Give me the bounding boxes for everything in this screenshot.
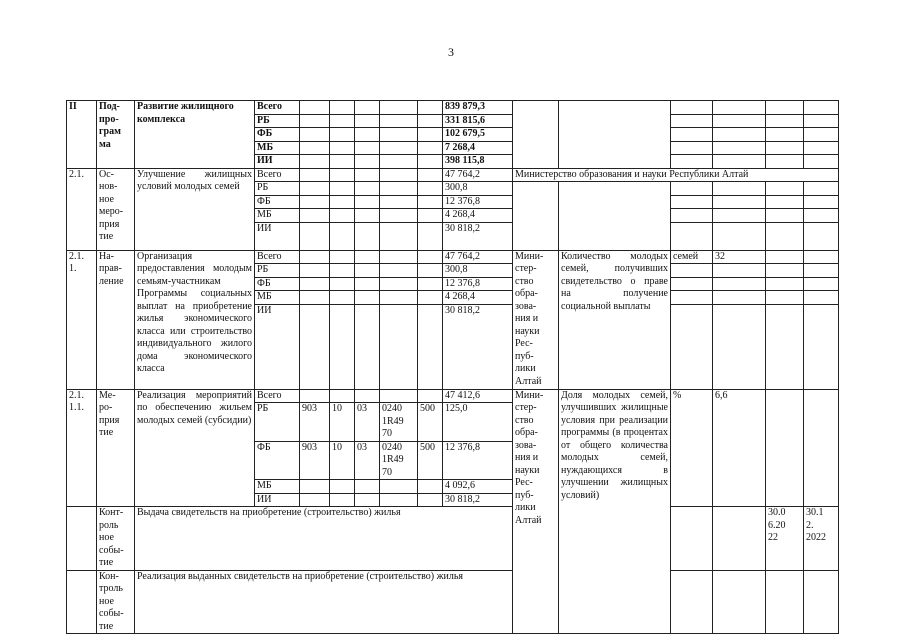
vr-code: 500 bbox=[418, 403, 443, 442]
source-label: Всего bbox=[255, 250, 300, 264]
table-row bbox=[67, 250, 839, 264]
table-row bbox=[67, 570, 839, 634]
amount: 102 679,5 bbox=[443, 128, 513, 142]
source-label: ИИ bbox=[255, 304, 300, 389]
amount: 125,0 bbox=[443, 403, 513, 442]
unit: семей bbox=[671, 250, 713, 264]
amount: 47 764,2 bbox=[443, 250, 513, 264]
amount: 4 092,6 bbox=[443, 480, 513, 494]
table-row bbox=[67, 389, 839, 403]
source-label: Всего bbox=[255, 389, 300, 403]
indicator-value: 32 bbox=[713, 250, 766, 264]
row-number: II bbox=[67, 101, 97, 169]
csr-code: 0240 1R49 70 bbox=[380, 441, 418, 480]
amount: 12 376,8 bbox=[443, 441, 513, 480]
amount: 300,8 bbox=[443, 264, 513, 278]
row-type: Под- про- грам ма bbox=[97, 101, 135, 169]
event-type: Конт- роль ное собы- тие bbox=[97, 507, 135, 571]
source-label: ФБ bbox=[255, 195, 300, 209]
event-title: Выдача свидетельств на приобретение (строительство) жилья bbox=[135, 507, 513, 571]
source-label: ФБ bbox=[255, 277, 300, 291]
source-label: ИИ bbox=[255, 493, 300, 507]
rz-code: 10 bbox=[330, 441, 355, 480]
amount: 47 412,6 bbox=[443, 389, 513, 403]
event-type: Кон- троль ное собы- тие bbox=[97, 570, 135, 634]
source-label: ФБ bbox=[255, 441, 300, 480]
table-row bbox=[67, 101, 839, 115]
amount: 7 268,4 bbox=[443, 141, 513, 155]
row-number: 2.1. 1.1. bbox=[67, 389, 97, 507]
event-title: Реализация выданных свидетельств на приобретение (строительство) жилья bbox=[135, 570, 513, 634]
source-label: МБ bbox=[255, 209, 300, 223]
amount: 398 115,8 bbox=[443, 155, 513, 169]
pr-code: 03 bbox=[355, 403, 380, 442]
row-title: Улучшение жилищных условий молодых семей bbox=[135, 168, 255, 250]
amount: 300,8 bbox=[443, 182, 513, 196]
executor: Мини- стер- ство обра- зова- ния и науки Рес- пуб- лики Алтай bbox=[513, 389, 559, 634]
table-row bbox=[67, 168, 839, 182]
source-label: Всего bbox=[255, 101, 300, 115]
source-label: РБ bbox=[255, 114, 300, 128]
vr-code: 500 bbox=[418, 441, 443, 480]
row-type: Ме- ро- прия тие bbox=[97, 389, 135, 507]
amount: 30 818,2 bbox=[443, 493, 513, 507]
source-label: РБ bbox=[255, 264, 300, 278]
rz-code: 10 bbox=[330, 403, 355, 442]
indicator: Количество молодых семей, получивших свидетельство о праве на получение социальной выплаты bbox=[559, 250, 671, 389]
row-title: Развитие жилищного комплекса bbox=[135, 101, 255, 169]
pr-code: 03 bbox=[355, 441, 380, 480]
amount: 4 268,4 bbox=[443, 291, 513, 305]
source-label: РБ bbox=[255, 403, 300, 442]
grbs-code: 903 bbox=[300, 403, 330, 442]
amount: 331 815,6 bbox=[443, 114, 513, 128]
row-type: Ос- нов- ное меро- прия тие bbox=[97, 168, 135, 250]
source-label: ФБ bbox=[255, 128, 300, 142]
source-label: МБ bbox=[255, 291, 300, 305]
source-label: ИИ bbox=[255, 155, 300, 169]
table-row bbox=[67, 507, 839, 571]
amount: 30 818,2 bbox=[443, 304, 513, 389]
source-label: ИИ bbox=[255, 222, 300, 250]
program-table bbox=[66, 100, 839, 634]
amount: 47 764,2 bbox=[443, 168, 513, 182]
row-title: Реализация мероприятий по обеспечению жильем молодых семей (субсидии) bbox=[135, 389, 255, 507]
executor: Министерство образования и науки Республики Алтай bbox=[513, 168, 839, 182]
row-type: На- прав- ление bbox=[97, 250, 135, 389]
unit: % bbox=[671, 389, 713, 507]
row-number: 2.1. bbox=[67, 168, 97, 250]
csr-code: 0240 1R49 70 bbox=[380, 403, 418, 442]
page-number: 3 bbox=[448, 45, 454, 59]
source-label: РБ bbox=[255, 182, 300, 196]
event-date-start: 30.0 6.20 22 bbox=[766, 507, 804, 571]
source-label: Всего bbox=[255, 168, 300, 182]
grbs-code: 903 bbox=[300, 441, 330, 480]
executor: Мини- стер- ство обра- зова- ния и науки Рес- пуб- лики Алтай bbox=[513, 250, 559, 389]
amount: 12 376,8 bbox=[443, 277, 513, 291]
event-date-end: 30.1 2. 2022 bbox=[804, 507, 839, 571]
amount: 12 376,8 bbox=[443, 195, 513, 209]
amount: 4 268,4 bbox=[443, 209, 513, 223]
indicator-value: 6,6 bbox=[713, 389, 766, 507]
amount: 30 818,2 bbox=[443, 222, 513, 250]
row-number: 2.1. 1. bbox=[67, 250, 97, 389]
source-label: МБ bbox=[255, 480, 300, 494]
source-label: МБ bbox=[255, 141, 300, 155]
amount: 839 879,3 bbox=[443, 101, 513, 115]
row-title: Организация предоставления молодым семьям-участникам Программы социальных выплат на приобретение жилья экономического класса или строительство индивидуального жилого дома экономического класса bbox=[135, 250, 255, 389]
indicator: Доля молодых семей, улучшивших жилищные условия при реализации программы (в процентах от общего количества молодых семей, нуждающихся в улучшении жилищных условий) bbox=[559, 389, 671, 634]
